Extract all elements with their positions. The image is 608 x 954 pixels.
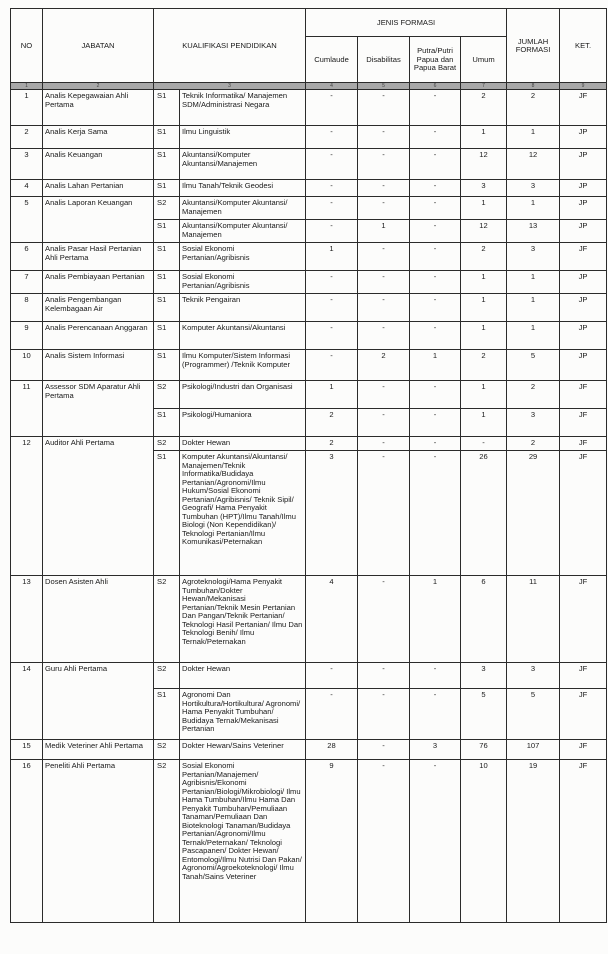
cell-disabilitas: -: [358, 126, 410, 149]
cell-putra-papua: 3: [410, 740, 461, 760]
table-row: [11, 126, 607, 149]
cell-level: S1: [154, 409, 180, 437]
cell-jumlah: 3: [507, 409, 560, 437]
cell-jabatan: Medik Veteriner Ahli Pertama: [43, 740, 154, 760]
cell-umum: -: [461, 437, 507, 451]
cell-kualifikasi: Dokter Hewan/Sains Veteriner: [180, 740, 306, 760]
cell-disabilitas: -: [358, 197, 410, 220]
cell-disabilitas: -: [358, 243, 410, 271]
cell-jabatan: Analis Pembiayaan Pertanian: [43, 271, 154, 294]
header-no: NO: [11, 9, 43, 83]
cell-jabatan: Assessor SDM Aparatur Ahli Pertama: [43, 381, 154, 437]
col-number: 3: [154, 83, 306, 90]
cell-disabilitas: -: [358, 409, 410, 437]
cell-cumlaude: 1: [306, 381, 358, 409]
table-row: [11, 760, 607, 923]
cell-jumlah: 3: [507, 663, 560, 689]
table-row: [11, 243, 607, 271]
cell-no: 16: [11, 760, 43, 923]
cell-no: 3: [11, 149, 43, 180]
cell-kualifikasi: Sosial Ekonomi Pertanian/Agribisnis: [180, 271, 306, 294]
cell-ket: JP: [560, 180, 607, 197]
cell-kualifikasi: Ilmu Linguistik: [180, 126, 306, 149]
cell-cumlaude: -: [306, 220, 358, 243]
cell-putra-papua: -: [410, 243, 461, 271]
cell-kualifikasi: Ilmu Komputer/Sistem Informasi (Programmer) /Teknik Komputer: [180, 350, 306, 381]
cell-disabilitas: -: [358, 689, 410, 740]
cell-putra-papua: 1: [410, 350, 461, 381]
cell-disabilitas: -: [358, 381, 410, 409]
table-row: [11, 576, 607, 663]
col-number: 9: [560, 83, 607, 90]
cell-level: S2: [154, 197, 180, 220]
cell-kualifikasi: Teknik Pengairan: [180, 294, 306, 322]
cell-disabilitas: -: [358, 294, 410, 322]
cell-jumlah: 1: [507, 322, 560, 350]
cell-umum: 76: [461, 740, 507, 760]
cell-jabatan: Analis Laporan Keuangan: [43, 197, 154, 243]
cell-umum: 12: [461, 220, 507, 243]
cell-no: 8: [11, 294, 43, 322]
cell-cumlaude: 28: [306, 740, 358, 760]
cell-no: 2: [11, 126, 43, 149]
cell-putra-papua: -: [410, 180, 461, 197]
cell-jumlah: 2: [507, 90, 560, 126]
cell-umum: 1: [461, 381, 507, 409]
cell-ket: JF: [560, 760, 607, 923]
header-kualifikasi: KUALIFIKASI PENDIDIKAN: [154, 9, 306, 83]
cell-umum: 2: [461, 350, 507, 381]
cell-jumlah: 3: [507, 180, 560, 197]
cell-level: S1: [154, 350, 180, 381]
cell-jumlah: 2: [507, 437, 560, 451]
cell-ket: JP: [560, 322, 607, 350]
cell-disabilitas: -: [358, 322, 410, 350]
cell-jumlah: 1: [507, 294, 560, 322]
col-number: 8: [507, 83, 560, 90]
cell-jumlah: 1: [507, 271, 560, 294]
cell-putra-papua: -: [410, 663, 461, 689]
cell-level: S1: [154, 180, 180, 197]
cell-kualifikasi: Sosial Ekonomi Pertanian/Manajemen/ Agribisnis/Ekonomi Pertanian/Biologi/Mikrobiologi/ Ilmu Hama Tumbuhan/Ilmu Hama Dan Penyakit Tumbuhan/Pemuliaan Tanaman/Pemuliaan Dan Bioteknologi Tanaman/Budidaya Pertanian/Agronomi/Ilmu Ternak/Peternakan/ Teknologi Pascapanen/ Dokter Hewan/ Entomologi/Ilmu Nutrisi Dan Pakan/ Agronomi/Agroekoteknologi/ Ilmu Tanah/Sains Veteriner: [180, 760, 306, 923]
cell-umum: 1: [461, 197, 507, 220]
cell-kualifikasi: Akuntansi/Komputer Akuntansi/Manajemen: [180, 149, 306, 180]
cell-cumlaude: -: [306, 90, 358, 126]
cell-level: S1: [154, 294, 180, 322]
cell-jabatan: Analis Kerja Sama: [43, 126, 154, 149]
header-cumlaude: Cumlaude: [306, 37, 358, 83]
cell-kualifikasi: Akuntansi/Komputer Akuntansi/ Manajemen: [180, 220, 306, 243]
cell-jabatan: Peneliti Ahli Pertama: [43, 760, 154, 923]
header-number-row: [11, 83, 607, 90]
cell-jumlah: 13: [507, 220, 560, 243]
cell-disabilitas: -: [358, 663, 410, 689]
cell-ket: JF: [560, 437, 607, 451]
cell-kualifikasi: Agronomi Dan Hortikultura/Hortikultura/ Agronomi/ Hama Penyakit Tumbuhan/ Budidaya Ternak/Mekanisasi Pertanian: [180, 689, 306, 740]
col-number: 6: [410, 83, 461, 90]
cell-ket: JF: [560, 409, 607, 437]
cell-kualifikasi: Dokter Hewan: [180, 663, 306, 689]
cell-jabatan: Guru Ahli Pertama: [43, 663, 154, 740]
cell-no: 15: [11, 740, 43, 760]
cell-cumlaude: 3: [306, 451, 358, 576]
cell-jabatan: Analis Keuangan: [43, 149, 154, 180]
cell-disabilitas: -: [358, 180, 410, 197]
cell-umum: 1: [461, 271, 507, 294]
cell-putra-papua: -: [410, 149, 461, 180]
cell-ket: JP: [560, 220, 607, 243]
cell-cumlaude: -: [306, 322, 358, 350]
cell-level: S2: [154, 437, 180, 451]
col-number: 7: [461, 83, 507, 90]
cell-kualifikasi: Akuntansi/Komputer Akuntansi/ Manajemen: [180, 197, 306, 220]
cell-level: S2: [154, 381, 180, 409]
cell-disabilitas: -: [358, 149, 410, 180]
cell-putra-papua: -: [410, 381, 461, 409]
table-row: [11, 90, 607, 126]
table-row: [11, 180, 607, 197]
cell-ket: JP: [560, 350, 607, 381]
cell-jumlah: 107: [507, 740, 560, 760]
cell-jumlah: 1: [507, 197, 560, 220]
header-umum: Umum: [461, 37, 507, 83]
cell-cumlaude: -: [306, 294, 358, 322]
cell-ket: JF: [560, 576, 607, 663]
table-row: [11, 740, 607, 760]
cell-kualifikasi: Sosial Ekonomi Pertanian/Agribisnis: [180, 243, 306, 271]
col-number: 5: [358, 83, 410, 90]
cell-disabilitas: 2: [358, 350, 410, 381]
cell-disabilitas: -: [358, 576, 410, 663]
cell-putra-papua: -: [410, 294, 461, 322]
cell-kualifikasi: Ilmu Tanah/Teknik Geodesi: [180, 180, 306, 197]
header-row-1: [11, 9, 607, 37]
cell-ket: JP: [560, 271, 607, 294]
cell-putra-papua: -: [410, 760, 461, 923]
cell-kualifikasi: Psikologi/Humaniora: [180, 409, 306, 437]
header-jabatan: JABATAN: [43, 9, 154, 83]
cell-disabilitas: -: [358, 760, 410, 923]
header-ket: KET.: [560, 9, 607, 83]
cell-umum: 2: [461, 90, 507, 126]
table-row: [11, 350, 607, 381]
cell-level: S2: [154, 576, 180, 663]
cell-putra-papua: -: [410, 322, 461, 350]
cell-ket: JF: [560, 740, 607, 760]
cell-umum: 1: [461, 294, 507, 322]
cell-ket: JP: [560, 197, 607, 220]
cell-level: S2: [154, 663, 180, 689]
cell-no: 1: [11, 90, 43, 126]
table-row: [11, 294, 607, 322]
cell-ket: JP: [560, 126, 607, 149]
cell-level: S1: [154, 451, 180, 576]
cell-no: 6: [11, 243, 43, 271]
cell-jumlah: 29: [507, 451, 560, 576]
cell-disabilitas: -: [358, 451, 410, 576]
cell-cumlaude: -: [306, 126, 358, 149]
cell-putra-papua: -: [410, 437, 461, 451]
cell-cumlaude: 9: [306, 760, 358, 923]
cell-jabatan: Auditor Ahli Pertama: [43, 437, 154, 576]
cell-putra-papua: -: [410, 220, 461, 243]
cell-jumlah: 5: [507, 689, 560, 740]
cell-no: 4: [11, 180, 43, 197]
cell-umum: 5: [461, 689, 507, 740]
cell-cumlaude: -: [306, 350, 358, 381]
cell-jabatan: Analis Perencanaan Anggaran: [43, 322, 154, 350]
cell-cumlaude: -: [306, 149, 358, 180]
cell-jumlah: 12: [507, 149, 560, 180]
cell-level: S1: [154, 126, 180, 149]
cell-jumlah: 3: [507, 243, 560, 271]
cell-kualifikasi: Psikologi/Industri dan Organisasi: [180, 381, 306, 409]
col-number: 4: [306, 83, 358, 90]
cell-kualifikasi: Dokter Hewan: [180, 437, 306, 451]
cell-cumlaude: 2: [306, 409, 358, 437]
cell-ket: JP: [560, 149, 607, 180]
header-putra-papua: Putra/Putri Papua dan Papua Barat: [410, 37, 461, 83]
header-jumlah: JUMLAH FORMASI: [507, 9, 560, 83]
formation-table: [10, 8, 607, 923]
cell-no: 12: [11, 437, 43, 576]
cell-no: 14: [11, 663, 43, 740]
cell-cumlaude: 1: [306, 243, 358, 271]
cell-umum: 1: [461, 126, 507, 149]
cell-ket: JP: [560, 294, 607, 322]
cell-no: 11: [11, 381, 43, 437]
col-number: 1: [11, 83, 43, 90]
cell-jumlah: 5: [507, 350, 560, 381]
cell-umum: 12: [461, 149, 507, 180]
cell-disabilitas: -: [358, 271, 410, 294]
cell-jumlah: 11: [507, 576, 560, 663]
cell-cumlaude: -: [306, 663, 358, 689]
table-row: [11, 322, 607, 350]
cell-kualifikasi: Agroteknologi/Hama Penyakit Tumbuhan/Dokter Hewan/Mekanisasi Pertanian/Teknik Mesin Pertanian Dan Pangan/Teknik Pertanian/ Teknologi Hasil Pertanian/ Ilmu Dan Teknologi Benih/ Ilmu Ternak/Peternakan: [180, 576, 306, 663]
cell-disabilitas: 1: [358, 220, 410, 243]
cell-umum: 2: [461, 243, 507, 271]
cell-putra-papua: -: [410, 126, 461, 149]
cell-umum: 26: [461, 451, 507, 576]
cell-kualifikasi: Komputer Akuntansi/Akuntansi/ Manajemen/Teknik Informatika/Budidaya Pertanian/Agronomi/Ilmu Hukum/Sosial Ekonomi Pertanian/Agribisnis/ Teknik Sipil/ Geografi/ Hama Penyakit Tumbuhan (HPT)/Ilmu Tanah/Ilmu Biologi (Non Kependidikan)/ Teknologi Pertanian/Ilmu Komunikasi/Peternakan: [180, 451, 306, 576]
cell-ket: JF: [560, 381, 607, 409]
cell-umum: 3: [461, 663, 507, 689]
cell-jabatan: Analis Pengembangan Kelembagaan Air: [43, 294, 154, 322]
cell-umum: 1: [461, 322, 507, 350]
table-row: [11, 197, 607, 220]
cell-level: S1: [154, 220, 180, 243]
cell-putra-papua: -: [410, 451, 461, 576]
cell-level: S2: [154, 740, 180, 760]
cell-jabatan: Analis Lahan Pertanian: [43, 180, 154, 197]
cell-kualifikasi: Teknik Informatika/ Manajemen SDM/Administrasi Negara: [180, 90, 306, 126]
cell-jabatan: Dosen Asisten Ahli: [43, 576, 154, 663]
cell-ket: JF: [560, 243, 607, 271]
cell-putra-papua: -: [410, 90, 461, 126]
cell-no: 7: [11, 271, 43, 294]
cell-cumlaude: 4: [306, 576, 358, 663]
table-body: [11, 90, 607, 923]
cell-ket: JF: [560, 451, 607, 576]
cell-no: 10: [11, 350, 43, 381]
cell-disabilitas: -: [358, 437, 410, 451]
cell-no: 5: [11, 197, 43, 243]
cell-putra-papua: 1: [410, 576, 461, 663]
cell-putra-papua: -: [410, 271, 461, 294]
cell-kualifikasi: Komputer Akuntansi/Akuntansi: [180, 322, 306, 350]
cell-umum: 10: [461, 760, 507, 923]
cell-umum: 3: [461, 180, 507, 197]
cell-level: S1: [154, 689, 180, 740]
cell-ket: JF: [560, 663, 607, 689]
cell-cumlaude: -: [306, 271, 358, 294]
table-row: [11, 381, 607, 409]
header-disabilitas: Disabilitas: [358, 37, 410, 83]
cell-ket: JF: [560, 90, 607, 126]
cell-level: S1: [154, 271, 180, 294]
cell-putra-papua: -: [410, 197, 461, 220]
cell-level: S1: [154, 322, 180, 350]
cell-jumlah: 1: [507, 126, 560, 149]
table-row: [11, 663, 607, 689]
table-row: [11, 437, 607, 451]
cell-no: 13: [11, 576, 43, 663]
cell-umum: 6: [461, 576, 507, 663]
cell-umum: 1: [461, 409, 507, 437]
cell-jumlah: 2: [507, 381, 560, 409]
cell-cumlaude: 2: [306, 437, 358, 451]
cell-cumlaude: -: [306, 197, 358, 220]
cell-level: S1: [154, 90, 180, 126]
cell-jumlah: 19: [507, 760, 560, 923]
cell-putra-papua: -: [410, 689, 461, 740]
cell-cumlaude: -: [306, 180, 358, 197]
cell-level: S1: [154, 243, 180, 271]
cell-no: 9: [11, 322, 43, 350]
cell-level: S1: [154, 149, 180, 180]
cell-putra-papua: -: [410, 409, 461, 437]
table-row: [11, 149, 607, 180]
header-jenis-formasi: JENIS FORMASI: [306, 9, 507, 37]
table-row: [11, 271, 607, 294]
cell-jabatan: Analis Sistem Informasi: [43, 350, 154, 381]
cell-jabatan: Analis Pasar Hasil Pertanian Ahli Pertama: [43, 243, 154, 271]
cell-cumlaude: -: [306, 689, 358, 740]
col-number: 2: [43, 83, 154, 90]
cell-disabilitas: -: [358, 740, 410, 760]
cell-jabatan: Analis Kepegawaian Ahli Pertama: [43, 90, 154, 126]
cell-disabilitas: -: [358, 90, 410, 126]
cell-ket: JF: [560, 689, 607, 740]
cell-level: S2: [154, 760, 180, 923]
